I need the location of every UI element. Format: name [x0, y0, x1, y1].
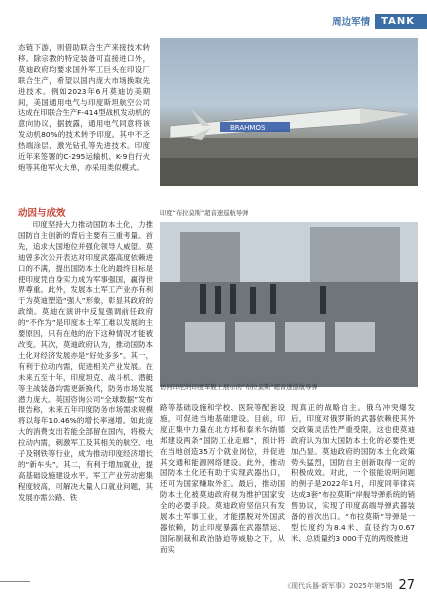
missile-illustration — [160, 38, 418, 186]
header-tag: TANK — [375, 14, 427, 29]
section-name: 周边军情 — [332, 17, 371, 28]
magazine-name: 《现代兵器·新军事》2025年第5期 — [283, 581, 393, 590]
page-footer — [284, 578, 415, 593]
column-3 — [291, 403, 415, 591]
warship-illustration — [160, 222, 418, 387]
missile-photo — [160, 38, 418, 186]
paragraph: 印度坚持大力推动国防本土化，力推国防自主创新的背后主要有三重考量。首先，追求大国地位并强化领导人威望。莫迪曾多次公开表达对印度武器高度依赖进口的不满，提出国防本土化的最终目标是使印度凭自身实力成为军事强国，赢得世界尊重。此外，发展本土军工产业亦有利于为莫迪塑造“强人”形象，彰显其政府的政绩。莫迪在演讲中反复强调前任政府的“不作为”是印度本土军工难以发展的主要原因，只有在他的治下这种情况才能被改变。其次，莫迪政府认为，推动国防本土化对经济发展亦是“好处多多”。其一，有利于拉动内需，促进相关产业发展。在未来五至十年，印度坦克、战斗机、潜艇等主战装备均需更新换代，防务市场发展潜力庞大。英国咨询公司“全球数据”发布报告称，未来五年印度防务市场需求规模将以每年10.46%的增长率递增。如此庞大的消费支出若能全部留在国内，将极大拉动内需，刺激军工及其相关的航空、电子及钢铁等行业，成为推动印度经济增长的“新车头”。其二，有利于增加就业，提高基础设施建设水平。军工产业劳动密集程度较高，可解决大量人口就业问题，其发展亦需公路、铁 — [18, 220, 153, 502]
paragraph: 现真正的战略自主。俄乌冲突爆发后，印度对俄罗斯的武器依赖使其外交政策灵活性严重受限，这也使莫迪政府认为加大国防本土化的必要性更加凸显。莫迪政府的国防本土化政策势头猛烈，国防自主创新取得一定的积极成效。对此，一个很能说明问题的例子是2022年1月，印度同菲律宾达成3套“布拉莫斯”岸舰导弹系统的销售协议，实现了印度高端导弹武器装备的首次出口。“布拉莫斯”导弹是一型长度约为8.4米、直径约为0.67米、总质量约3 000千克的两级推进 — [291, 403, 415, 543]
photo-caption-1: 印度“布拉莫斯”超音速巡航导弹 — [160, 210, 249, 217]
photo-caption-2: 访问印尼的印度军舰上展示的“布拉莫斯”超音速巡航导弹 — [160, 384, 318, 391]
section-title: 动因与成效 — [18, 208, 66, 219]
page-header — [332, 12, 427, 30]
paragraph: 态链下游，则借助联合生产来接技术转移。除宗教的特定装备可直接进口外，莫迪政府均要求国外军工巨头在印设厂联合生产，希望以国内庞大市场换取先进技术。例如2023年6月莫迪访美期间，美国通用电气与印度斯坦航空公司达成在印联合生产F-414型战机发动机的意向协议，据披露，通用电气同意将该发动机80%的技术转予印度。其中不乏热端涂层、激光钻孔等先进技术。印度近年来签署的C-295运输机、K-9自行火炮等其他军火大单，亦采用类似模式。 — [18, 43, 150, 172]
column-2 — [160, 403, 285, 591]
column-1-bottom — [18, 403, 150, 591]
page-number: 27 — [398, 578, 415, 593]
column-1-mid — [18, 220, 153, 502]
column-1-top — [18, 43, 150, 174]
warship-photo — [160, 222, 418, 387]
footer-rule — [0, 581, 30, 582]
paragraph: 路等基础设施和学校、医院等配套设施，可促进当地基础建设。目前，印度正集中力量在北方邦和泰米尔纳德邦建设两条“国防工业走廊”，预计将在当地创造35万个就业岗位，并促进其交通和能源网络建设。此外，推动国防本土化还有助于实现武器出口，还可为国家赚取外汇。最后，推动国防本土化被莫迪政府视为维护国家安全的必要手段。莫迪政府坚信只有发展本土军事工业，才能摆脱对外国武器依赖，防止印度暴露在武器禁运、国际制裁和政治胁迫等威胁之下，从而实 — [160, 403, 285, 554]
missile-marking: BRAHMOS — [230, 124, 266, 132]
